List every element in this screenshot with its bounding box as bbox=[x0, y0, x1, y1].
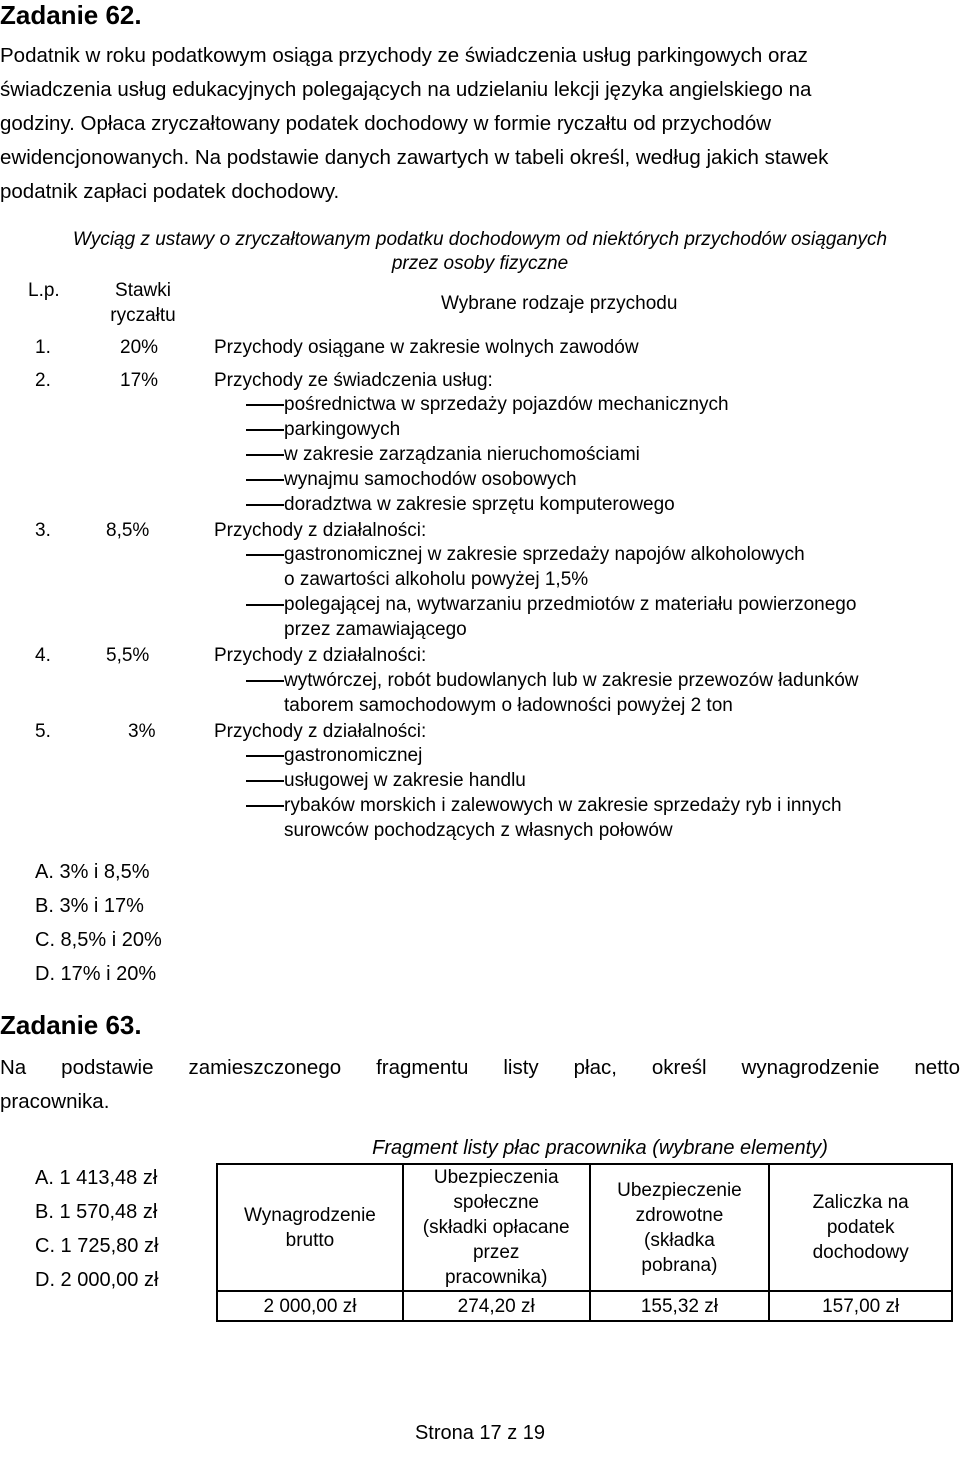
header-line: Ubezpieczenie bbox=[617, 1179, 742, 1201]
answer-option[interactable]: D. 2 000,00 zł bbox=[35, 1269, 159, 1291]
list-item-line: wytwórczej, robót budowlanych lub w zakresie przewozów ładunków bbox=[284, 670, 859, 691]
list-item bbox=[284, 542, 805, 592]
header-lp: L.p. bbox=[28, 280, 60, 301]
dash-bullet bbox=[246, 429, 284, 431]
row-rate: 17% bbox=[120, 370, 159, 391]
answer-options bbox=[35, 855, 162, 991]
dash-bullet bbox=[246, 404, 284, 406]
table-caption bbox=[0, 228, 960, 276]
row-description: Przychody ze świadczenia usług: bbox=[214, 370, 493, 391]
answer-option[interactable]: C. 1 725,80 zł bbox=[35, 1235, 159, 1257]
task62-paragraph bbox=[0, 39, 960, 209]
header-rate bbox=[98, 278, 188, 328]
list-item-line: polegającej na, wytwarzaniu przedmiotów z materiału powierzonego bbox=[284, 594, 857, 615]
header-line: pracownika) bbox=[444, 1267, 548, 1288]
header-line: podatek bbox=[826, 1217, 895, 1238]
paragraph-line: świadczenia usług edukacyjnych polegających na udzielaniu lekcji języka angielskiego na bbox=[0, 78, 812, 101]
row-number: 1. bbox=[35, 337, 51, 358]
list-item: gastronomicznej bbox=[284, 745, 423, 766]
row-rate: 3% bbox=[128, 721, 156, 742]
header-line: przez bbox=[472, 1242, 520, 1263]
payroll-header-row bbox=[217, 1164, 952, 1291]
list-item: w zakresie zarządzania nieruchomościami bbox=[284, 444, 640, 465]
dash-bullet bbox=[246, 805, 284, 807]
answer-option[interactable]: B. 1 570,48 zł bbox=[35, 1201, 158, 1223]
dash-bullet bbox=[246, 780, 284, 782]
list-item-line: przez zamawiającego bbox=[284, 619, 467, 640]
header-types: Wybrane rodzaje przychodu bbox=[441, 293, 678, 314]
answer-option[interactable]: D. 17% i 20% bbox=[35, 963, 157, 985]
paragraph-line: Na podstawie zamieszczonego fragmentu listy płac, określ wynagrodzenie netto bbox=[0, 1056, 960, 1079]
row-number: 5. bbox=[35, 721, 51, 742]
dash-bullet bbox=[246, 554, 284, 556]
row-rate: 20% bbox=[120, 337, 159, 358]
list-item-line: surowców pochodzących z własnych połowów bbox=[284, 820, 673, 841]
dash-bullet bbox=[246, 479, 284, 481]
row-number: 2. bbox=[35, 370, 51, 391]
header-line: społeczne bbox=[453, 1192, 539, 1213]
dash-bullet bbox=[246, 604, 284, 606]
answer-option[interactable]: C. 8,5% i 20% bbox=[35, 929, 162, 951]
dash-bullet bbox=[246, 680, 284, 682]
page-footer: Strona 17 z 19 bbox=[414, 1422, 546, 1444]
task63-title: Zadanie 63. bbox=[0, 1010, 142, 1040]
column-header-social bbox=[403, 1164, 590, 1291]
header-line: zdrowotne bbox=[635, 1204, 724, 1226]
dash-bullet bbox=[246, 755, 284, 757]
row-description: Przychody z działalności: bbox=[214, 721, 427, 742]
answer-option[interactable]: A. 1 413,48 zł bbox=[35, 1167, 158, 1189]
paragraph-line: godziny. Opłaca zryczałtowany podatek dochodowy w formie ryczałtu od przychodów bbox=[0, 112, 772, 135]
caption-line: Wyciąg z ustawy o zryczałtowanym podatku dochodowym od niektórych przychodów osiąganych bbox=[72, 229, 888, 250]
dash-bullet bbox=[246, 454, 284, 456]
column-header-health bbox=[590, 1164, 770, 1291]
row-description: Przychody osiągane w zakresie wolnych zawodów bbox=[214, 337, 639, 358]
list-item: pośrednictwa w sprzedaży pojazdów mechanicznych bbox=[284, 394, 729, 415]
answer-options bbox=[35, 1161, 158, 1297]
list-item-line: rybaków morskich i zalewowych w zakresie sprzedaży ryb i innych bbox=[284, 795, 842, 816]
task62-title: Zadanie 62. bbox=[0, 0, 142, 30]
header-rate-line: Stawki bbox=[115, 280, 171, 301]
caption-line: przez osoby fizyczne bbox=[391, 253, 569, 274]
list-item-line: taborem samochodowym o ładowności powyżej 2 ton bbox=[284, 695, 733, 716]
header-line: Zaliczka na bbox=[812, 1192, 909, 1213]
header-line: dochodowy bbox=[812, 1242, 909, 1263]
row-rate: 8,5% bbox=[106, 520, 150, 541]
paragraph-line: pracownika. bbox=[0, 1090, 110, 1113]
value-tax: 157,00 zł bbox=[769, 1291, 952, 1321]
list-item: doradztwa w zakresie sprzętu komputerowego bbox=[284, 494, 675, 515]
row-number: 3. bbox=[35, 520, 51, 541]
paragraph-line: Podatnik w roku podatkowym osiąga przychody ze świadczenia usług parkingowych oraz bbox=[0, 44, 808, 67]
header-line: (składki opłacane bbox=[422, 1217, 570, 1238]
list-item-line: gastronomicznej w zakresie sprzedaży napojów alkoholowych bbox=[284, 544, 805, 565]
answer-option[interactable]: A. 3% i 8,5% bbox=[35, 861, 150, 883]
header-rate-line: ryczałtu bbox=[110, 305, 176, 326]
header-line: Wynagrodzenie bbox=[244, 1204, 376, 1226]
payroll-values-row bbox=[217, 1291, 952, 1321]
row-number: 4. bbox=[35, 645, 51, 666]
paragraph-line: ewidencjonowanych. Na podstawie danych zawartych w tabeli określ, według jakich stawek bbox=[0, 146, 829, 169]
row-description: Przychody z działalności: bbox=[214, 645, 427, 666]
column-header-gross bbox=[217, 1164, 403, 1291]
header-line: brutto bbox=[285, 1229, 335, 1251]
paragraph-line: podatnik zapłaci podatek dochodowy. bbox=[0, 180, 340, 203]
column-header-tax bbox=[769, 1164, 952, 1291]
header-line: Ubezpieczenia bbox=[433, 1167, 559, 1188]
list-item bbox=[284, 668, 859, 718]
list-item bbox=[284, 793, 842, 843]
value-social: 274,20 zł bbox=[403, 1291, 590, 1321]
row-description: Przychody z działalności: bbox=[214, 520, 427, 541]
task63-paragraph bbox=[0, 1051, 960, 1119]
row-rate: 5,5% bbox=[106, 645, 150, 666]
header-line: pobrana) bbox=[641, 1254, 718, 1276]
list-item-line: o zawartości alkoholu powyżej 1,5% bbox=[284, 569, 589, 590]
payroll-table bbox=[216, 1163, 953, 1322]
list-item bbox=[284, 592, 856, 642]
value-gross: 2 000,00 zł bbox=[217, 1291, 403, 1321]
list-item: parkingowych bbox=[284, 419, 401, 440]
answer-option[interactable]: B. 3% i 17% bbox=[35, 895, 144, 917]
payroll-caption: Fragment listy płac pracownika (wybrane elementy) bbox=[372, 1137, 828, 1159]
dash-bullet bbox=[246, 504, 284, 506]
list-item: usługowej w zakresie handlu bbox=[284, 770, 526, 791]
header-line: (składka bbox=[644, 1229, 715, 1251]
list-item: wynajmu samochodów osobowych bbox=[284, 469, 577, 490]
value-health: 155,32 zł bbox=[590, 1291, 770, 1321]
